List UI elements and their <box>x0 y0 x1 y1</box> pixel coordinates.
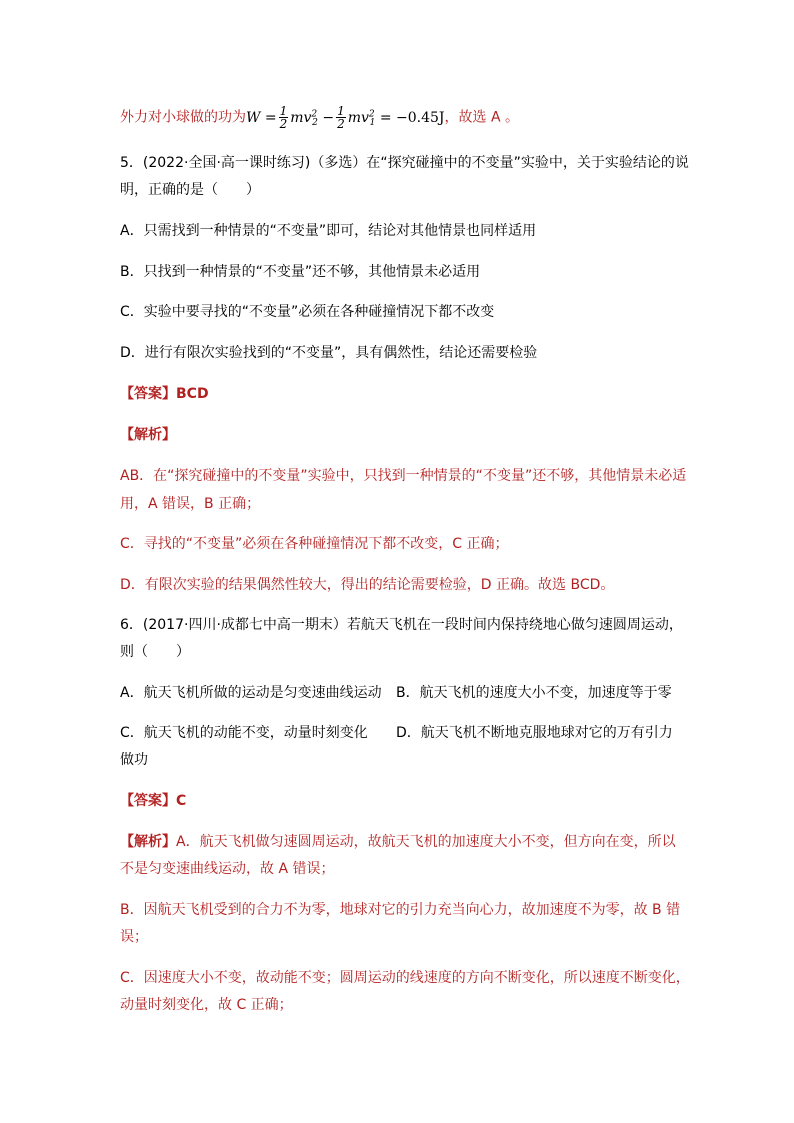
q5-option-d: D．进行有限次实验找到的“不变量”，具有偶然性，结论还需要检验 <box>120 345 538 361</box>
q6-analysis-line: 【解析】A．航天飞机做匀速圆周运动，故航天飞机的加速度大小不变，但方向在变，所以 <box>120 834 676 850</box>
q6-analysis-line: C．因速度大小不变，故动能不变；圆周运动的线速度的方向不断变化，所以速度不断变化， <box>120 970 690 986</box>
formula-eq: = <box>264 109 277 126</box>
q5-option-c: C．实验中要寻找的“不变量”必须在各种碰撞情况下都不改变 <box>120 304 495 320</box>
q6-option-a: A．航天飞机所做的运动是匀变速曲线运动 <box>120 685 382 701</box>
q5-analysis-line: D．有限次实验的结果偶然性较大，得出的结论需要检验，D 正确。故选 BCD。 <box>120 577 615 593</box>
q6-option-d: D．航天飞机不断地克服地球对它的万有引力 <box>396 725 673 741</box>
prev-solution-prefix: 外力对小球做的功为 <box>120 109 246 126</box>
q5-analysis-line: 用，A 错误，B 正确； <box>120 496 261 512</box>
q6-option-d-cont: 做功 <box>120 752 148 768</box>
prev-solution-suffix: ，故选 A 。 <box>444 109 519 126</box>
q6-analysis-line: 动量时刻变化，故 C 正确； <box>120 997 293 1013</box>
q6-option-c: C．航天飞机的动能不变，动量时刻变化 <box>120 725 368 741</box>
q6-stem-line2: 则（ ） <box>120 644 190 660</box>
q5-answer: 【答案】BCD <box>120 386 209 402</box>
q6-analysis-label: 【解析】 <box>120 834 176 850</box>
formula-w: W <box>246 109 261 126</box>
fraction-1: $\frac{1}{2}$ <box>279 104 288 132</box>
q6-analysis-line: 不是匀变速曲线运动，故 A 错误； <box>120 861 335 877</box>
q6-answer: 【答案】C <box>120 793 187 809</box>
q6-analysis-line: 误； <box>120 929 148 945</box>
q6-stem-line1: 6．(2017·四川·成都七中高一期末）若航天飞机在一段时间内保持绕地心做匀速圆周运动， <box>120 617 683 633</box>
q5-analysis-label: 【解析】 <box>120 427 176 443</box>
q5-analysis-line: C．寻找的“不变量”必须在各种碰撞情况下都不改变，C 正确； <box>120 536 509 552</box>
prev-solution-line <box>120 104 519 133</box>
q5-stem-line1: 5．(2022·全国·高一课时练习)（多选）在“探究碰撞中的不变量”实验中，关于实验结论的说 <box>120 155 689 171</box>
q6-option-b: B．航天飞机的速度大小不变，加速度等于零 <box>396 685 672 701</box>
q5-stem-line2: 明，正确的是（ ） <box>120 182 260 198</box>
formula: W = $\frac{1}{2}$ $mv^2_2$ − $\frac{1}{2}$ $mv^2_1 = -0.45J$ <box>246 104 445 132</box>
q5-option-b: B．只找到一种情景的“不变量”还不够，其他情景未必适用 <box>120 264 481 280</box>
q5-option-a: A．只需找到一种情景的“不变量”即可，结论对其他情景也同样适用 <box>120 223 537 239</box>
fraction-2: $\frac{1}{2}$ <box>337 104 345 132</box>
q6-analysis-line: B．因航天飞机受到的合力不为零，地球对它的引力充当向心力，故加速度不为零，故 B 错 <box>120 902 681 918</box>
q5-analysis-line: AB．在“探究碰撞中的不变量”实验中，只找到一种情景的“不变量”还不够，其他情景未必适 <box>120 468 687 484</box>
